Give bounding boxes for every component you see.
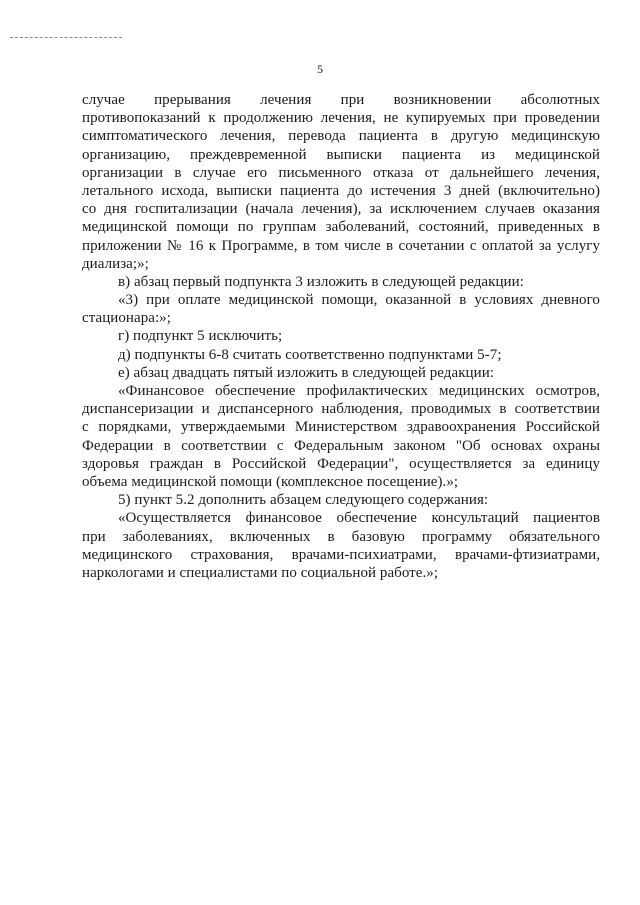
text-line: наркологами и специалистами по социальной работе.»;	[82, 564, 439, 581]
text-line: Федерации в соответствии с Федеральным законом "Об основах охраны	[82, 437, 600, 454]
text-line: объема медицинской помощи (комплексное посещение).»;	[82, 473, 459, 490]
text-line: «3) при оплате медицинской помощи, оказанной в условиях дневного	[118, 292, 600, 309]
text-line: случае прерывания лечения при возникновении абсолютных	[82, 92, 600, 108]
text-line: «Осуществляется финансовое обеспечение консультаций пациентов	[118, 510, 600, 527]
text-line: диспансеризации и диспансерного наблюдения, проводимых в соответствии	[82, 401, 600, 418]
text-line: летального исхода, выписки пациента до истечения 3 дней (включительно)	[82, 182, 600, 199]
text-line: противопоказаний к продолжению лечения, не купируемых при проведении	[82, 110, 600, 127]
text-line: приложении № 16 к Программе, в том числе в сочетании с оплатой за услугу	[82, 237, 600, 254]
text-line: со дня госпитализации (начала лечения), за исключением случаев оказания	[82, 201, 600, 218]
text-line: здоровья граждан в Российской Федерации", осуществляется за единицу	[82, 455, 600, 472]
page-number: 5	[317, 62, 323, 76]
text-line: организацию, преждевременной выписки пациента из медицинской	[82, 146, 600, 163]
text-line: г) подпункт 5 исключить;	[118, 328, 283, 345]
text-line: 5) пункт 5.2 дополнить абзацем следующего содержания:	[118, 492, 489, 509]
text-line: при заболеваниях, включенных в базовую программу обязательного	[82, 528, 600, 545]
text-line: медицинского страхования, врачами-психиатрами, врачами-фтизиатрами,	[82, 546, 600, 563]
text-line: диализа;»;	[82, 255, 149, 272]
text-line: организации в случае его письменного отказа от дальнейшего лечения,	[82, 164, 600, 181]
text-line: с порядками, утверждаемыми Министерством здравоохранения Российской	[82, 419, 600, 436]
document-body	[82, 91, 600, 582]
text-line: стационара:»;	[82, 310, 171, 327]
text-line: «Финансовое обеспечение профилактических медицинских осмотров,	[118, 383, 600, 399]
text-line: симптоматического лечения, перевода пациента в другую медицинскую	[82, 128, 600, 145]
text-line: е) абзац двадцать пятый изложить в следующей редакции:	[118, 364, 494, 381]
text-line: в) абзац первый подпункта 3 изложить в следующей редакции:	[118, 273, 524, 290]
scan-edge-mark	[10, 37, 122, 38]
text-line: медицинской помощи по группам заболеваний, состояний, приведенных в	[82, 219, 600, 236]
text-line: д) подпункты 6-8 считать соответственно подпунктами 5-7;	[118, 346, 502, 363]
